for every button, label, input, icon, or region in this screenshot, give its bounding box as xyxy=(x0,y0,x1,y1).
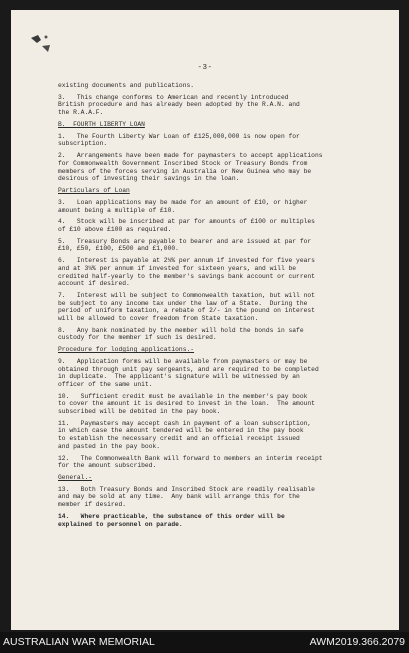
section-heading: General.- xyxy=(58,473,93,481)
paragraph: 5. Treasury Bonds are payable to bearer and are issued at par for £10, £50, £100, £500 and £1,000. xyxy=(58,237,312,253)
paragraph: 10. Sufficient credit must be available in the member's pay book to cover the amount it is desired to invest in the loan. The amount subscribed will be debited in the pay book. xyxy=(58,392,315,415)
paragraph: 1. The Fourth Liberty War Loan of £125,000,000 is now open for subscription. xyxy=(58,132,300,148)
page-number: -3- xyxy=(197,64,213,72)
pin-hole-mark xyxy=(28,28,58,58)
paragraph: 11. Paymasters may accept cash in payment of a loan subscription, in which case the amount tendered will be entered in the pay book to establish the necessary credit and an official receipt issued and pasted in the pay book. xyxy=(58,419,312,450)
footer-credit: AUSTRALIAN WAR MEMORIAL xyxy=(3,636,155,648)
paragraph: 12. The Commonwealth Bank will forward to members an interim receipt for the amount subscribed. xyxy=(58,454,323,470)
paragraph: 8. Any bank nominated by the member will hold the bonds in safe custody for the member if such is desired. xyxy=(58,326,304,342)
paragraph: existing documents and publications. xyxy=(58,82,195,89)
paragraph: 4. Stock will be inscribed at par for amounts of £100 or multiples of £10 above £100 as required. xyxy=(58,218,315,233)
paragraph: 9. Application forms will be available from paymasters or may be obtained through unit pay sergeants, and are required to be completed in duplicate. The applicant's signature will be witnessed by an officer of the same unit. xyxy=(58,358,319,388)
document-page xyxy=(11,10,399,630)
paragraph: 3. This change conforms to American and recently introduced British procedure and has already been adopted by the R.A.N. and the R.A.A.F. xyxy=(58,93,300,117)
document-body xyxy=(58,82,380,532)
paragraph: 13. Both Treasury Bonds and Inscribed Stock are readily realisable and may be sold at any time. Any bank will arrange this for the member if desired. xyxy=(58,485,315,509)
paragraph: 6. Interest is payable at 2¼% per annum if invested for five years and at 3¼% per annum if invested for sixteen years, and will be credited half-yearly to the member's savings bank account or current account if desired. xyxy=(58,257,315,288)
section-heading: Procedure for lodging applications.- xyxy=(58,346,195,354)
paragraph: 7. Interest will be subject to Commonwealth taxation, but will not be subject to any income tax under the law of a State. During the period of uniform taxation, a rebate of 2/- in the pound on interest will be allowed to cover freedom from State taxation. xyxy=(58,292,315,322)
footer-bar xyxy=(0,632,409,653)
paragraph: 3. Loan applications may be made for an amount of £10, or higher amount being a multiple of £10. xyxy=(58,198,308,214)
section-heading: B. FOURTH LIBERTY LOAN xyxy=(58,120,145,128)
section-heading: Particulars of Loan xyxy=(58,187,130,195)
paragraph: 14. Where practicable, the substance of this order will be explained to personnel on parade. xyxy=(58,512,285,528)
footer-accession-number: AWM2019.366.2079 xyxy=(309,636,405,648)
paragraph: 2. Arrangements have been made for paymasters to accept applications for Commonwealth Government Inscribed Stock or Treasury Bonds from members of the forces serving in Australia or New Guinea who may be desirous of investing their savings in the loan. xyxy=(58,152,323,183)
